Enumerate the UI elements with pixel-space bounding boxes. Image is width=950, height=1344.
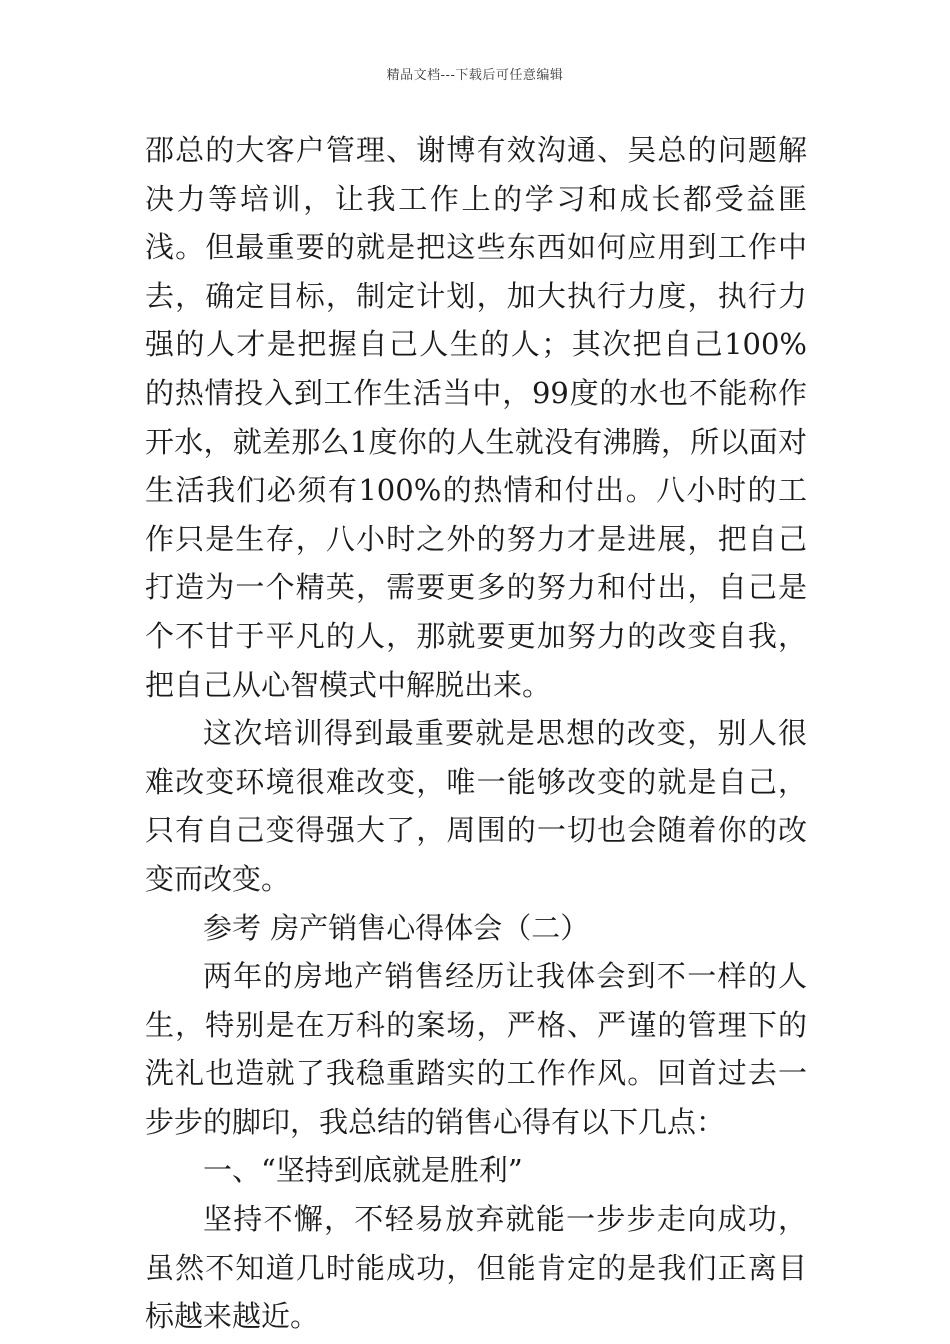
paragraph-continued: 邵总的大客户管理、谢博有效沟通、吴总的问题解决力等培训，让我工作上的学习和成长都受益匪浅。但最重要的就是把这些东西如何应用到工作中去，确定目标，制定计划，加大执行力度，执行力强的人才是把握自己人生的人；其次把自己100%的热情投入到工作生活当中，99度的水也不能称作开水，就差那么1度你的人生就没有沸腾，所以面对生活我们必须有100%的热情和付出。八小时的工作只是生存，八小时之外的努力才是进展，把自己打造为一个精英，需要更多的努力和付出，自己是个不甘于平凡的人，那就要更加努力的改变自我，把自己从心智模式中解脱出来。 — [145, 133, 807, 702]
page-header: 精品文档---下载后可任意编辑 — [386, 68, 564, 83]
document-body — [145, 126, 807, 1341]
paragraph: 这次培训得到最重要就是思想的改变，别人很难改变环境很难改变，唯一能够改变的就是自己，只有自己变得强大了，周围的一切也会随着你的改变而改变。 — [145, 716, 807, 896]
paragraph: 坚持不懈，不轻易放弃就能一步步走向成功，虽然不知道几时能成功，但能肯定的是我们正离目标越来越近。 — [145, 1202, 807, 1334]
paragraph: 两年的房地产销售经历让我体会到不一样的人生，特别是在万科的案场，严格、严谨的管理下的洗礼也造就了我稳重踏实的工作作风。回首过去一步步的脚印，我总结的销售心得有以下几点： — [145, 959, 807, 1139]
subsection-heading: 一、“坚持到底就是胜利” — [203, 1153, 523, 1188]
section-title: 参考 房产销售心得体会（二） — [203, 910, 590, 945]
